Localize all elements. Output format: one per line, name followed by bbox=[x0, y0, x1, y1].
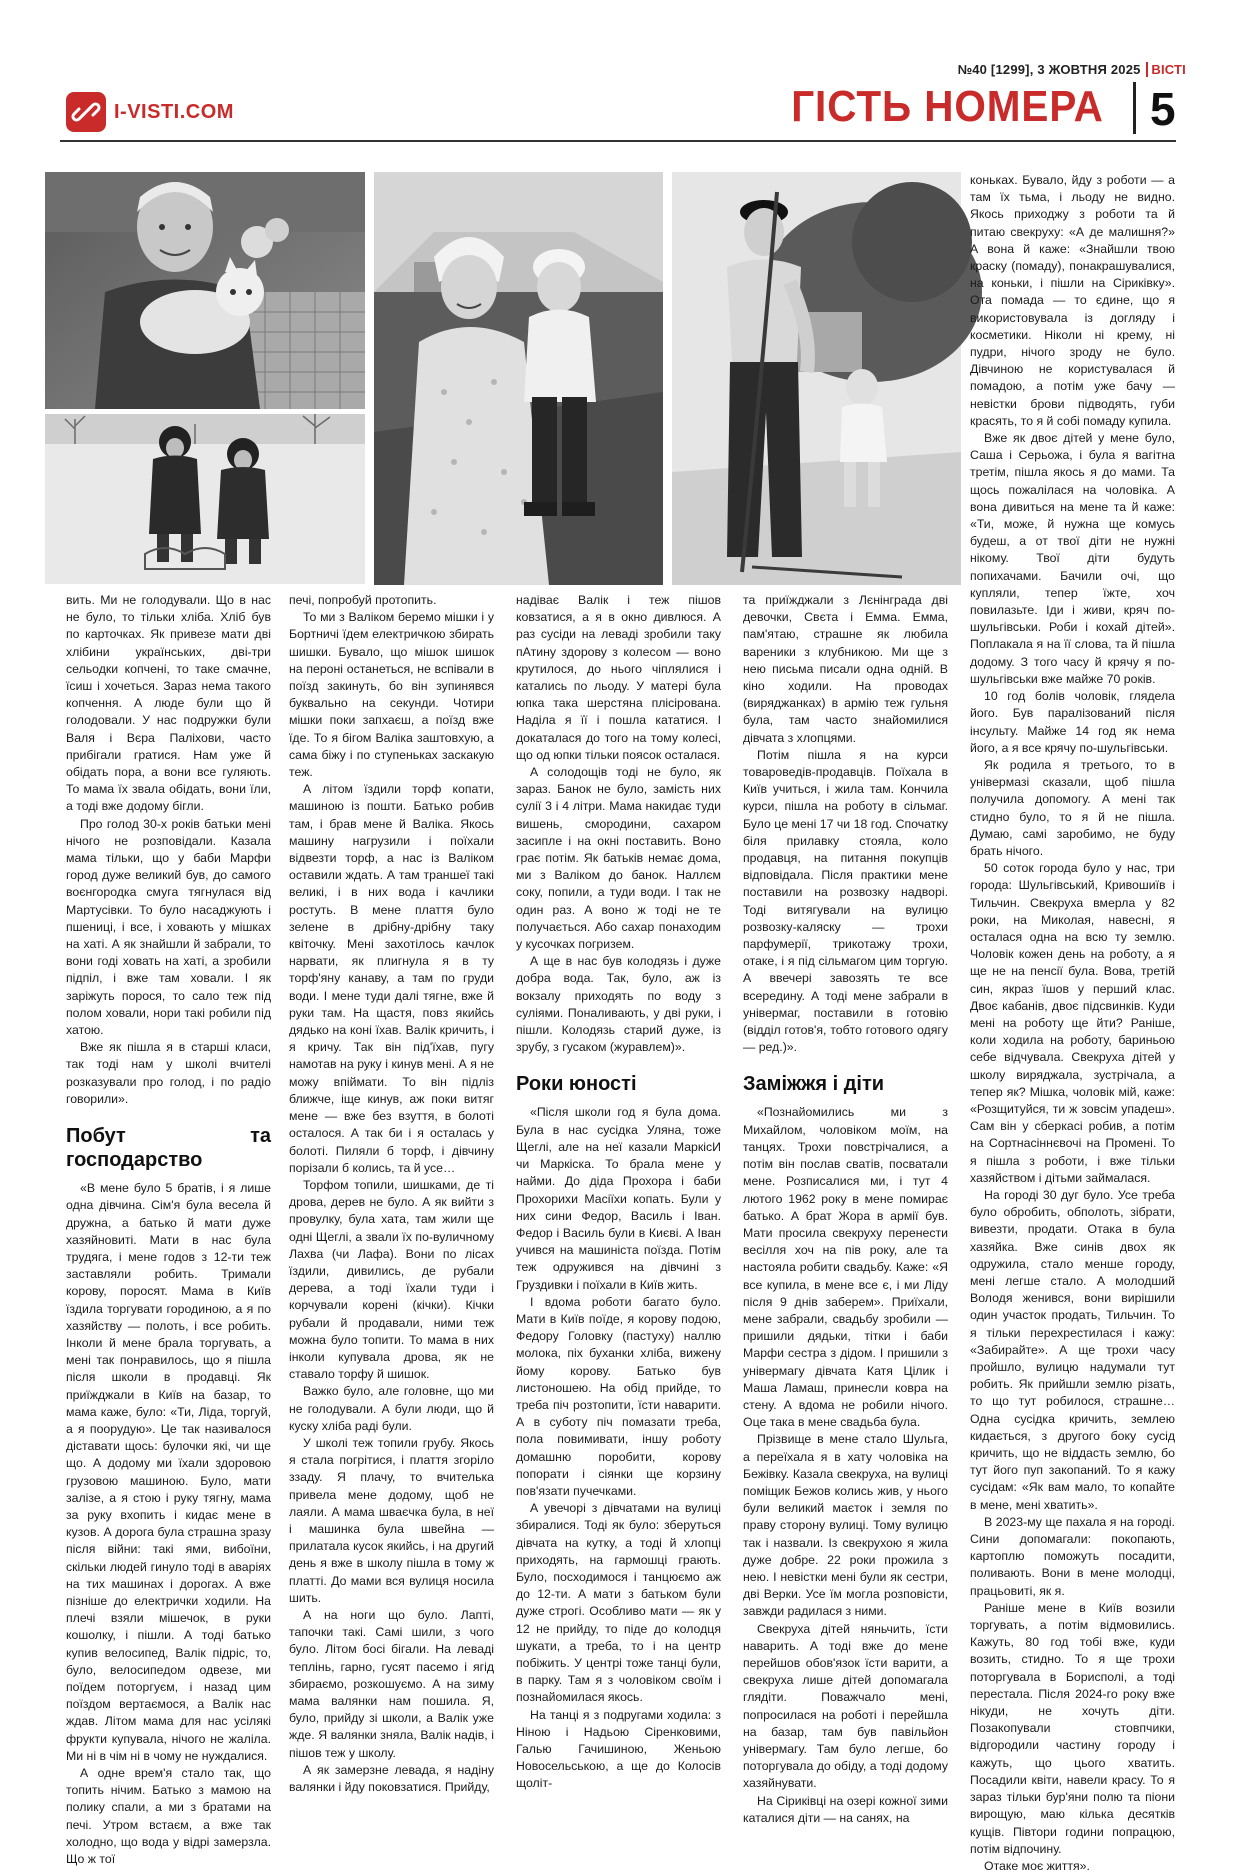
header-rule bbox=[60, 140, 1176, 142]
paragraph: Важко було, але головне, що ми не голодували. А були люди, що й куску хліба раді були. bbox=[289, 1384, 494, 1433]
paragraph: Свекруха дітей няньчить, їсти наварить. А тоді вже до мене перейшов обов'язок їсти варити, а свекруха лише дітей допомагала глядіти. Поважчало мені, попросилася на роботі і перейшла на базар, там був павільйон універмагу. Там було легше, бо поторгувала до обіду, а тоді додому хазяйнувати. bbox=[743, 1621, 948, 1791]
paragraph: На танці я з подругами ходила: з Ніною і Надьою Сіренковими, Галью Гачишиною, Женьою Новосельською, а ще до Колосів щоліт- bbox=[516, 1707, 721, 1791]
paragraph: та приїжджали з Лєнінграда дві девочки, Свєта і Емма. Емма, пам'ятаю, страшне як любила вареники з клубникою. Ми ще з нею письма писали одна одній. В кіно ходили. На проводах (виряджанках) в армію теж гульня була, там часто знайомилися дівчата з хлопцями. bbox=[743, 593, 948, 745]
paragraph: Вже як пішла я в старші класи, так тоді нам у школі вчителі розказували про голод, і по радіо говорили». bbox=[66, 1040, 271, 1106]
text-column-4 bbox=[743, 592, 948, 1825]
paragraph: А солодощів тоді не було, як зараз. Банок не було, замість них сулії 3 і 4 літри. Мама накидає туди вишень, смородини, сахаром засипле і на окні поставить. Воно грає потім. Як батьків немає дома, ми з Валіком до банок. Наллєм соку, попили, а туди води. І так не один раз. А воно ж тоді не те получається. Або сахар понаходим у кусочках погризем. bbox=[516, 765, 721, 952]
text-column-5 bbox=[970, 172, 1175, 1873]
paragraph: «Познайомились ми з Михайлом, чоловіком моїм, на танцях. Трохи повстрічалися, а потім він послав сватів, посватали мене. Розписалися ми, і тут 4 лютого 1962 року в мене помирає батько. А брат Жора в армії був. Мати просила свекруху перенести весілля хоч на пів року, але та настояла робити свадьбу. Каже: «Я все купила, в мене все є, і ми Ліду після 9 днів заберем». Приїхали, мене забрали, свадьбу зробили — пришили дядьки, тітки і баби Марфи сестра з дідом. І пришили з універмагу дівчата Катя Цілик і Маша Ламаш, принесли ковра на стену. А вдома не робили нічого. Оце така в мене свадьба була. bbox=[743, 1105, 948, 1430]
paragraph: 10 год болів чоловік, глядела його. Був паралізований після інсульту. Майже 14 год як нема його, а я все крячу по-шульгівськи. bbox=[970, 689, 1175, 755]
paragraph: вить. Ми не голодували. Що в нас не було, то тільки хліба. Хліб був по карточках. Як привезе мати дві хлібини українських, дві-три сельодки копчені, то таке смачне, їсиш і хочеться. Зараз нема такого копчення. А люде були що й голодовали. У нас подружки були Валя і Вєра Паліхови, часто прибігали гратися. Нам уже й обідать пора, а вони все гуляють. То мама їх звала обідать, вони їли, а тоді вже додому бігли. bbox=[66, 593, 271, 814]
paragraph: Раніше мене в Київ возили торгувать, а потім відмовились. Кажуть, 80 год тобі вже, куди возить, стидно. То я ще трохи поторгувала в Борисполі, а тоді перестала. Після 2024-го року вже нікуди, не хочуть діти. Позакопували стовпчики, відгородили частину городу і кажуть, що цього хватить. Посадили квіти, навели красу. То я зараз тільки бур'яни полю та піони вирощую, маю кілька десятків кущів. Півтори години попрацюю, потім відпочину. bbox=[970, 1600, 1175, 1856]
paragraph: надіває Валік і теж пішов ковзатися, а я в окно дивлюся. А раз сусіди на леваді зробили таку пАтину здорову з колесом — воно крутилося, до нього чіплялися і катались по льоду. У матері була юпка така шерстяна плісірована. Наділа я її і пошла кататися. І докаталася до того на тому колесі, що од юпки тільки поясок осталася. bbox=[516, 593, 721, 762]
paragraph: «Після школи год я була дома. Була в нас сусідка Уляна, тоже Щеглі, але на неї казали МаркісИ чи Маркіска. То брала мене у найми. До дідa Прохора і баби Прохорихи Масіїхи копать. Були у них сини Федор, Василь і Іван. Федор і Василь були в Києві. А Іван учився на машиніста поїзда. Потім теж одружився на дівчині з Груздивки і поїхали в Київ жить. bbox=[516, 1105, 721, 1292]
photo-boy-with-cat bbox=[45, 172, 365, 409]
page-number: 5 bbox=[1150, 83, 1176, 135]
subheading-youth-years: Роки юності bbox=[516, 1073, 637, 1096]
subheading-marriage-children: Заміжжя і діти bbox=[743, 1073, 885, 1096]
paragraph: Отаке моє життя». bbox=[984, 1858, 1090, 1873]
paragraph: печі, попробуй протопить. bbox=[289, 593, 437, 607]
paragraph: коньках. Бувало, йду з роботи — а там їх тьма, і льоду не видно. Якось приходжу з роботи та й питаю свекруху: «А де малишня?» А вона й каже: «Знайшли твою краску (помаду), понакрашувалися, на коньки, і пішли на Сіриківку». Ота помада — то єдине, що я використовувала із догляду і косметики. Ніколи ні крему, ні пудри, нічого зроду не було. Дівчиною не користувалася й помадою, а потім уже бачу — невістки брови підводять, губи красять, то я й собі помаду купила. bbox=[970, 173, 1175, 428]
photo-man-with-child bbox=[672, 172, 961, 585]
photo-children-in-snow bbox=[45, 414, 365, 584]
paragraph: На Сіриківці на озері кожної зими каталися діти — на санях, на bbox=[743, 1793, 948, 1825]
photo-woman-with-child bbox=[374, 172, 663, 585]
paragraph: А як замерзне левада, я надіну валянки і йду поковзатися. Прийду, bbox=[289, 1762, 494, 1795]
text-column-3 bbox=[516, 592, 721, 1791]
paragraph: Як родила я третього, то в універмазі сказали, щоб пішла получила допомогу. А мені так стидно було, то я й не пішла. Думаю, самі заробимо, не буду брать нічого. bbox=[970, 757, 1175, 858]
link-icon bbox=[66, 92, 106, 132]
paragraph: У школі теж топили грубу. Якось я стала погрітися, і плаття згоріло ззаду. Я плачу, то вчителька привела мене додому, щоб не лаяли. А мама шваєчка була, в неї і машинка була швейна — прилатала кусок якийсь, і на другий день я вже в школу пішла в тому ж платті. До мами вся вулиця носила шить. bbox=[289, 1435, 494, 1605]
paragraph: Про голод 30-х років батьки мені нічого не розповідали. Казала мама тільки, що у баби Марфи город дуже великий був, до самого воєнгородка смуга тягнулася від Мартусівки. То було насаджують і пшениці, і все, і ховають у мішках на хаті. А як знайшли й забрали, то вони годі ховать на хаті, а зробили підпіл, і вже там ховали. І як заріжуть порося, то сало теж під полом ховали, нори такі робили під хатою. bbox=[66, 816, 271, 1038]
paragraph: То ми з Валіком беремо мішки і у Бортничі їдем електричкою збирать шишки. Бувало, що мішок шишок на пероні останеться, не вспівали в поїзд закинуть, бо він зупинявся буквально на секунди. Чотири мішки поки запхаєш, а поїзд вже їде. То я бігом Валіка заштовхую, а сама біжу і по ступеньках заскакую теж. bbox=[289, 610, 494, 780]
paragraph: Потім пішла я на курси товароведів-продавців. Поїхала в Київ учиться, і жила там. Кончила курси, пішла на роботу в сільмаг. Було це мені 17 чи 18 год. Спочатку біля прилавку стояла, коло продавця, на питання покупців відповідала. Після практики мене поставили на розвозку надворі. Тоді витягували на вулицю розвозку-каляску — трохи парфумерії, трикотажу трохи, отаке, і я під сільмагом цим торгую. А ввечері завозять те все всередину. А тоді мене забрали в універмаг, поставили в готовію (відділ готов'я, тобто готового одягу — ред.)». bbox=[743, 747, 948, 1055]
paragraph: І вдома роботи багато було. Мати в Київ поїде, я корову подою, Федору Головку (пастуху) наллю молока, піх буханки хліба, вижену йому корову. Батько був листоношею. На обід прийде, то треба піч розтопити, їсти наварити. А в суботу піч помазати треба, пола повимивати, іншу роботу домашню поробити, корову попорати і сіянки ще корзину пов'язати пучечками. bbox=[516, 1294, 721, 1498]
paragraph: А ще в нас був колодязь і дуже добра вода. Так, було, аж із вокзалу приходять по воду з суліями. Поналивають, у дві руки, і пішли. Колодязь старий дуже, із зрубу, з гусаком (журавлем)». bbox=[516, 954, 721, 1055]
paragraph: На городі 30 дуг було. Усе треба було обробить, обполоть, зібрати, вивезти, продати. Отака в була хазяйка. Вже синів двох як одружила, стало менше городу, мені легше стало. А молодший Володя женився, вони вирішили один участок продать, Тильчин. То я тільки перехрестилася і кажу: «Забирайте». А ще трохи часу пройшло, вулицю надумали тут робить. Як прийшли землю різать, то що тут робилося, страшне… Одна сусідка кричить, землею кидається, з другого боку сусід кричить, що не віддасть землю, бо тут його пуп закопаний. То я кажу сусідам: «Як вам мало, то копайте в мене, мені хватить». bbox=[970, 1187, 1175, 1512]
site-link[interactable] bbox=[66, 92, 234, 132]
text-column-2 bbox=[289, 592, 494, 1795]
issue-number: №40 [1299], 3 ЖОВТНЯ 2025 bbox=[957, 62, 1141, 77]
paragraph: В 2023-му ще пахала я на городі. Сини допомагали: покопають, картоплю поможуть посадити, поливають. Вони в мене молодці, працьовиті, як я. bbox=[970, 1514, 1175, 1598]
paragraph: Вже як двоє дітей у мене було, Саша і Серьожа, і була я вагітна третім, пішла якось я до мами. Та щось пожалілася на чоловіка. А вона дивиться на мене та й каже: «Ти, може, й нужна ще комусь будеш, а от твої діти не нужні нікому. Твої діти будуть попихачами. Бачили очі, що купляли, тепер їжте, хоч повилазьте. Іди і живи, кряч по-шульгівськи. Роби і кохай дітей». Поплакала я на її слова, та й пішла додому. З того часу й крячу я по-шульгівськи вже майже 70 років. bbox=[970, 431, 1175, 686]
paragraph: «В мене було 5 братів, і я лише одна дівчина. Сім'я була весела й дружна, а батько й мати дуже хазяйновиті. Мати в нас була трудяга, і мене годов з 12-ти теж заставляли робить. Тримали корову, поросят. Мама в Київ їздила торгувати городиною, а я по хазяйству — полоть, і все робить. Інколи й мене брала торгувать, а мені так понравилось, що я пішла після школи в продавці. Як приїжджали в Київ на базар, то мама каже, було: «Ти, Ліда, торгуй, а я поорудую». Це так називалося діставати щось: булочки які, чи ще що. А додому ми їхали здоровою грузовою машиною. Було, мати залізе, а я стою і руку тягну, мама за руку вхопить і кидає мене в кузов. А дорога була страшна зразу після війни: такі ями, вибоїни, скільки людей гинуло тоді в аваріях на тих машинах і дорогах. А вже пізніше до електрички ходили. На плечі взяли мішечок, в руки кошолку, і пішли. А тоді батько купив велосипед, Валік підріс, то, було, велосипедом одвезе, ми поїдем поторгуєм, і назад цим поїздом вертаємося, а Валік нас ждав. Літом мама для нас усілякі фрукти купувала, нічого не жаліла. Ми ні в чім ні в чому не нуждалися. bbox=[66, 1181, 271, 1763]
page-divider bbox=[1133, 82, 1136, 134]
paragraph: А літом їздили торф копати, машиною із пошти. Батько робив там, і брав мене й Валіка. Якось машину нагрузили і поїхали відвезти торф, а нас із Валіком оставили ждать. А там траншеї такі великі, і в них вода і качлики ростуть. В мене плаття було зелене в дрібну-дрібну таку квіточку. Мені захотілось качлок нарвати, як плигнула я в ту торф'яну канаву, а там по груди води. І мене туди далі тягне, вже й руки там. На щастя, повз якийсь дядько на коні їхав. Валік кричить, і я кричу. Так він під'їхав, пугу намотав на руку і кинув мені. А я не можу впіймати. То він підліз ближче, іще кинув, аж поки витяг мене — вже без взуття, в болоті осталося. А так би і я осталась у болоті. Пиляли б торф, і дівчину порізали б колись, та й усе… bbox=[289, 782, 494, 1175]
paragraph: А одне врем'я стало так, що топить нічим. Батько з мамою на полику спали, а ми з братами на печі. Утром встаєм, а вже так холодно, що вода у відрі замерзла. Що ж тої bbox=[66, 1766, 271, 1867]
site-url: I-VISTI.COM bbox=[114, 100, 234, 123]
text-column-1 bbox=[66, 592, 271, 1867]
paragraph: А увечорі з дівчатами на вулиці збиралися. Тоді як було: зберуться дівчата на кутку, а тоді й хлопці приходять, на гармошці грають. Було, посходимося і танцюємо аж до 12-ти. А мати з батьком були дуже строгі. Особливо мати — як у 12 не прийду, то піде до колодця шукати, а треба, то і на центр побіжить. У центрі тоже танці були, в парку. Там я з чоловіком своїм і познайомилася якось. bbox=[516, 1501, 721, 1705]
issue-line bbox=[958, 62, 1186, 77]
paragraph: 50 соток города було у нас, три города: Шульгівський, Кривошиїв і Тильчин. Свекруха вмерла у 82 роки, на Миколая, навесні, я осталася одна на всю ту землю. Чоловік кожен день на роботу, а я ще не на пенсії була. Вова, третій син, якраз їшов у перший клас. Двоє кабанів, двоє підсвинків. Куди мені на роботу ще йти? Раніше, коли ходила на роботу, бариньою себе відчувала. Свекруха дітей у школу виряджала, зустрічала, а тепер як? Мішка, чоловік мій, каже: «Розщитуйся, ти ж зовсім упадеш». Сам він у сберкасі робив, а потім на Сортнасіннєвочі на Промені. То я пішла з роботи, і вже тільки хазяйством і дітьми займалася. bbox=[970, 861, 1175, 1185]
subheading-daily-life: Побут та господарство bbox=[66, 1125, 271, 1172]
paragraph: Прізвище в мене стало Шульга, а переїхала я в хату чоловіка на Бежівку. Казала свекруха, на вулиці поміщик Бежов колись жив, у нього були великий маєток і земля по праву сторону вулиці. Тому вулицю так і назвали. Із свекрухою я жила дуже добре. 22 роки прожила з нею. І невістки мені були як сестри, дві Верки. Усе їм могла розповісти, завжди радилася з ними. bbox=[743, 1432, 948, 1619]
paragraph: Торфом топили, шишками, де ті дрова, дерев не було. А як вийти з провулку, була хата, там жили ще одні Щеглі, а звали їх по-вуличному Лахва (чи Лафа). Вони по лісах їздили, дивились, де рубали дерева, а тоді їхали туди і корчували корені (кічки). Кічки рубали й продавали, ними теж можна було топити. То мама в них інколи купувала дрова, як не ставало торфу й шишок. bbox=[289, 1177, 494, 1382]
section-title: ГІСТЬ НОМЕРА bbox=[791, 82, 1104, 131]
newspaper-brand: ВІСТІ bbox=[1146, 62, 1186, 77]
paragraph: А на ноги що було. Лапті, тапочки такі. Самі шили, з чого було. Літом босі бігали. На леваді теплінь, гарно, гусят пасемо і ягід збираємо, розкошуємо. А на зиму мама валянки нам пошила. Я, було, прийду зі школи, а Валік уже жде. Я валянки зняла, Валік надів, і пішов теж у школу. bbox=[289, 1607, 494, 1760]
